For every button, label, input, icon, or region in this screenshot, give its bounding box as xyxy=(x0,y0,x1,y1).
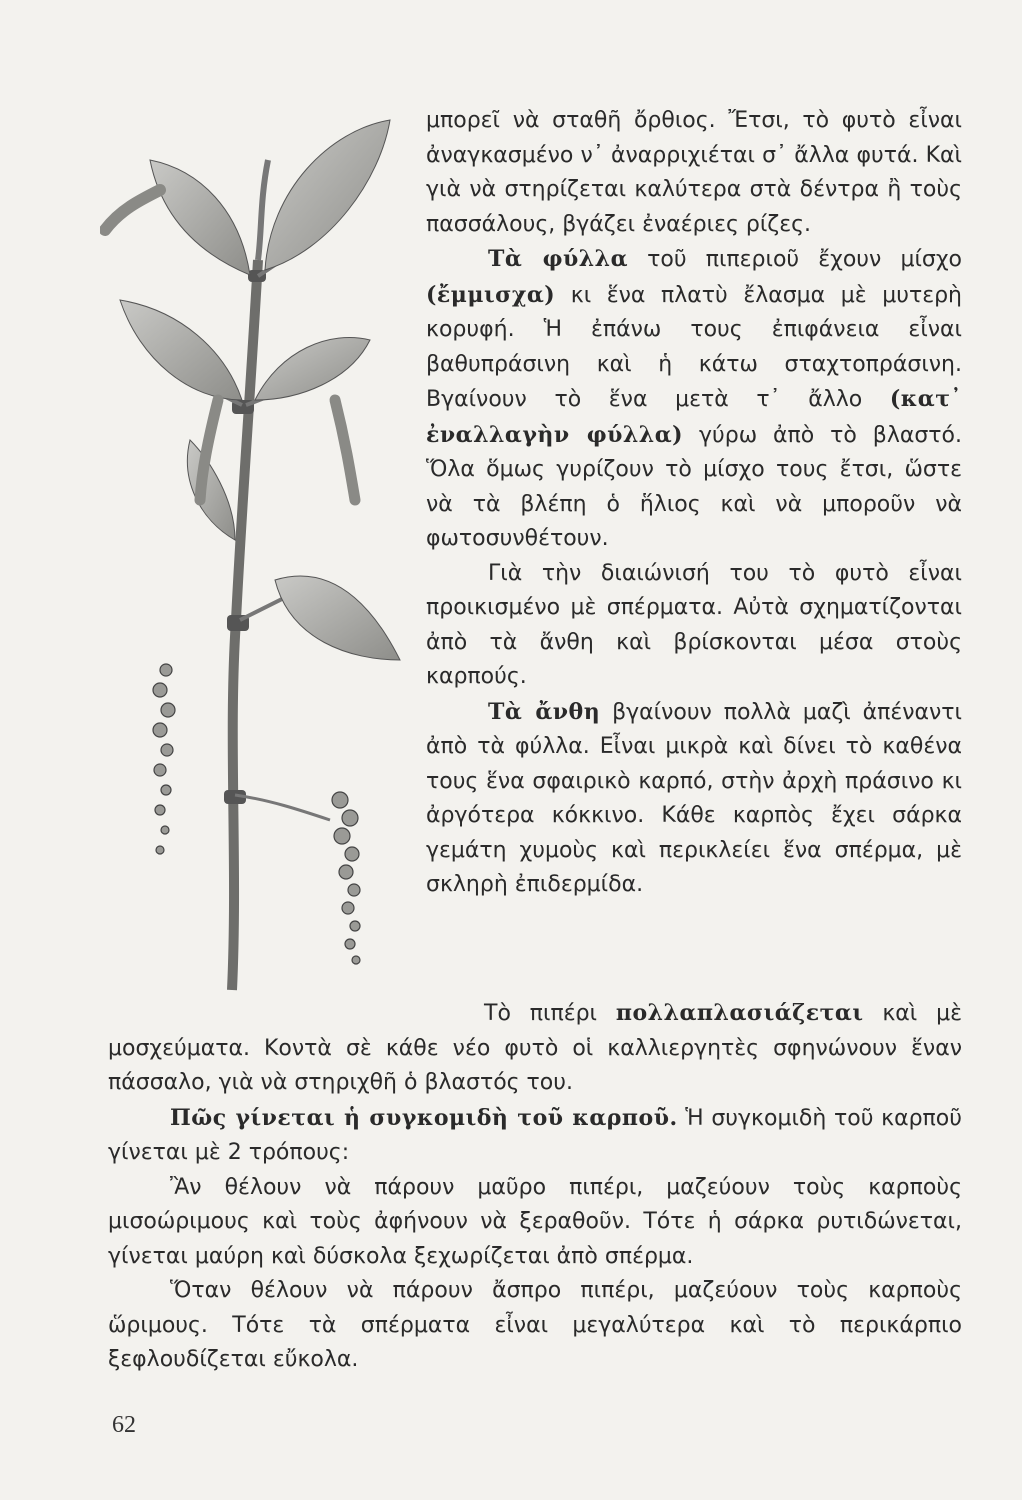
bold-term: (ἔμμισχα) xyxy=(426,281,556,308)
leaf xyxy=(275,576,400,660)
leaf xyxy=(150,160,250,275)
bold-term: πολλαπλασιάζεται xyxy=(615,1000,864,1026)
paragraph-leaves xyxy=(426,242,962,557)
bold-term: Τὰ ἄνθη xyxy=(488,698,601,725)
paragraph-text: γύρω ἀπὸ τὸ βλαστό. Ὅλα ὅμως γυρίζουν τὸ μίσχο τους ἔτσι, ὥστε νὰ τὰ βλέπη ὁ ἥλιος καὶ νὰ μποροῦν νὰ φωτοσυνθέτουν. xyxy=(426,422,962,551)
text-column-right xyxy=(426,104,962,903)
page-number: 62 xyxy=(112,1412,136,1438)
leaf xyxy=(120,300,242,400)
bold-term: Τὰ φύλλα xyxy=(488,246,629,272)
paragraph-text: Ἂν θέλουν νὰ πάρουν μαῦρο πιπέρι, μαζεύουν τοὺς καρποὺς μισοώριμους καὶ τοὺς ἀφήνουν νὰ ξεραθοῦν. Τότε ἡ σάρκα ρυτιδώνεται, γίνεται μαύρη καὶ δύσκολα ξεχωρίζεται ἀπὸ σπέρμα. xyxy=(108,1174,962,1269)
paragraph-text: Τὸ πιπέρι xyxy=(484,1001,616,1026)
paragraph-propagation xyxy=(108,996,962,1101)
paragraph-harvest xyxy=(108,1101,962,1171)
paragraph xyxy=(108,1274,962,1378)
flower-spike xyxy=(335,400,355,500)
paragraph xyxy=(108,1171,962,1275)
paragraph xyxy=(426,557,962,695)
pepper-plant-illustration xyxy=(100,100,420,1000)
paragraph-text: κι ἕνα πλατὺ ἔλασμα μὲ μυτερὴ κορυφή. Ἡ ἐπάνω τους ἐπιφάνεια εἶναι βαθυπράσινη καὶ ἡ κάτω σταχτοπράσινη. Βγαίνουν τὸ ἕνα μετὰ τ᾽ ἄλλο xyxy=(426,282,962,412)
paragraph xyxy=(426,104,962,242)
paragraph-text: καὶ μὲ μοσχεύματα. Κοντὰ σὲ κάθε νέο φυτὸ οἱ καλλιεργητὲς σφηνώνουν ἕναν πάσσαλο, γιὰ νὰ στηριχθῆ ὁ βλαστός του. xyxy=(108,1001,962,1095)
paragraph-text: Γιὰ τὴν διαιώνισή του τὸ φυτὸ εἶναι προικισμένο μὲ σπέρματα. Αὐτὰ σχηματίζονται ἀπὸ τὰ ἄνθη καὶ βρίσκονται μέσα στοὺς καρπούς. xyxy=(426,560,962,689)
paragraph-text: βγαίνουν πολλὰ μαζὶ ἀπέναντι ἀπὸ τὰ φύλλα. Εἶναι μικρὰ καὶ δίνει τὸ καθένα τους ἕνα σφαιρικὸ καρπό, στὴν ἀρχὴ πράσινο κι ἀργότερα κόκκινο. Κάθε καρπὸς ἔχει σάρκα γεμάτη χυμοὺς καὶ περικλείει ἕνα σπέρμα, μὲ σκληρὴ ἐπιδερμίδα. xyxy=(426,699,963,897)
leaf xyxy=(265,120,390,270)
paragraph-text: τοῦ πιπεριοῦ ἔχουν μίσχο xyxy=(628,247,962,272)
flower-spike xyxy=(105,190,160,230)
paragraph-flowers xyxy=(426,695,962,903)
fruit-cluster-left xyxy=(153,664,175,854)
text-column-full xyxy=(108,996,962,1378)
fruit-cluster-right xyxy=(332,792,360,964)
bold-term: (κατ᾽ ἐναλλαγὴν φύλλα) xyxy=(426,386,962,448)
section-heading: Πῶς γίνεται ἡ συγκομιδὴ τοῦ καρποῦ. xyxy=(170,1104,678,1131)
paragraph-text: Ὅταν θέλουν νὰ πάρουν ἄσπρο πιπέρι, μαζεύουν τοὺς καρποὺς ὥριμους. Τότε τὰ σπέρματα εἶναι μεγαλύτερα καὶ τὸ περικάρπιο ξεφλουδίζεται εὔκολα. xyxy=(108,1278,962,1372)
leaf xyxy=(255,338,370,401)
paragraph-text: Ἡ συγκομιδὴ τοῦ καρποῦ γίνεται μὲ 2 τρόπους: xyxy=(108,1105,962,1165)
paragraph-text: μπορεῖ νὰ σταθῆ ὄρθιος. Ἔτσι, τὸ φυτὸ εἶναι ἀναγκασμένο ν᾽ ἀναρριχιέται σ᾽ ἄλλα φυτά. Καὶ γιὰ νὰ στηρίζεται καλύτερα στὰ δέντρα ἢ τοὺς πασσάλους, βγάζει ἐναέριες ρίζες. xyxy=(426,108,962,237)
